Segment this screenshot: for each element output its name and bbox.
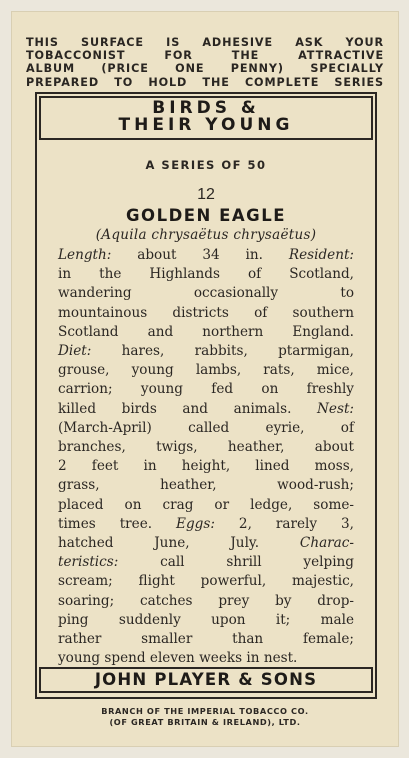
cigarette-card — [12, 12, 398, 746]
imperial-line: BRANCH OF THE IMPERIAL TOBACCO CO. — [101, 706, 309, 716]
description-line: grass, heather, wood-rush; — [58, 477, 354, 494]
description — [58, 246, 354, 668]
heading-characteristics-cont: teristics: — [58, 554, 119, 571]
adhesive-line: THIS SURFACE IS ADHESIVE ASK YOUR — [26, 36, 384, 49]
description-text: call shrill yelping — [118, 554, 354, 571]
description-line: wandering occasionally to — [58, 285, 354, 302]
imperial-line: (OF GREAT BRITAIN & IRELAND), LTD. — [109, 717, 301, 727]
card-number: 12 — [197, 186, 215, 203]
description-line: rather smaller than female; — [58, 631, 354, 648]
description-line: in the Highlands of Scotland, — [58, 266, 354, 283]
adhesive-line: ALBUM (PRICE ONE PENNY) SPECIALLY — [26, 62, 384, 76]
description-line: (March-April) called eyrie, of — [58, 419, 354, 436]
description-line: grouse, young lambs, rats, mice, — [58, 362, 354, 379]
description-text: hares, rabbits, ptarmigan, — [91, 343, 354, 360]
heading-length: Length: — [58, 247, 112, 263]
description-text: killed birds and animals. — [58, 400, 318, 417]
description-text: about 34 in. — [111, 247, 289, 263]
description-line — [58, 400, 354, 419]
series-title-line: THEIR YOUNG — [118, 115, 294, 135]
description-line: mountainous districts of southern — [58, 304, 354, 321]
description-line: young spend eleven weeks in nest. — [58, 650, 298, 667]
series-count: A SERIES OF 50 — [145, 158, 267, 172]
adhesive-line: TOBACCONIST FOR THE ATTRACTIVE — [26, 49, 384, 63]
series-title — [39, 96, 373, 140]
heading-nest: Nest: — [317, 400, 354, 417]
bird-name: GOLDEN EAGLE — [126, 206, 286, 225]
heading-diet: Diet: — [58, 343, 92, 360]
description-text: hatched June, July. — [58, 535, 300, 552]
description-text: times tree. — [58, 515, 153, 532]
series-title-line: BIRDS & — [152, 98, 260, 118]
description-line: 2 feet in height, lined moss, — [58, 458, 354, 475]
heading-eggs: Eggs: — [152, 515, 215, 532]
heading-resident: Resident: — [288, 247, 354, 263]
description-line: placed on crag or ledge, some- — [58, 496, 354, 513]
latin-name: (Aquila chrysaëtus chrysaëtus) — [95, 227, 317, 243]
description-line — [58, 342, 354, 361]
description-line: Scotland and northern England. — [58, 323, 354, 340]
heading-characteristics: Charac- — [299, 535, 354, 552]
description-text: 2, rarely 3, — [214, 515, 354, 532]
description-line: ping suddenly upon it; male — [58, 611, 354, 628]
description-line: soaring; catches prey by drop- — [58, 592, 354, 609]
card-frame — [35, 92, 377, 699]
description-line: carrion; young fed on freshly — [58, 381, 354, 398]
description-line: scream; flight powerful, majestic, — [58, 573, 354, 590]
description-line — [58, 246, 354, 265]
description-line — [58, 553, 354, 572]
adhesive-notice — [26, 36, 384, 89]
imperial-note — [12, 706, 398, 728]
description-line: branches, twigs, heather, about — [58, 439, 354, 456]
publisher-banner: JOHN PLAYER & SONS — [39, 667, 373, 693]
description-line — [58, 515, 354, 534]
description-line — [58, 534, 354, 553]
adhesive-line: PREPARED TO HOLD THE COMPLETE SERIES — [26, 75, 384, 89]
